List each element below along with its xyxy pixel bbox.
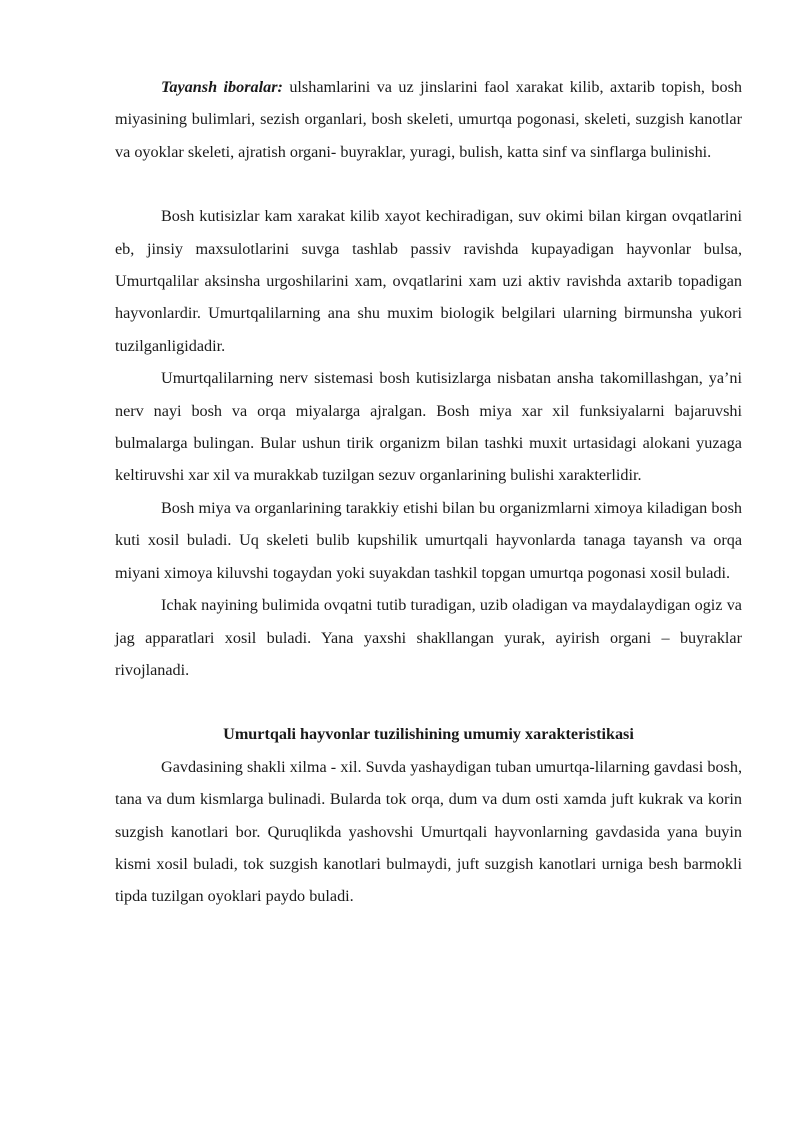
body-paragraph-3: Bosh miya va organlarining tarakkiy etishi bilan bu organizmlarni ximoya kiladigan bosh kuti xosil buladi. Uq skeleti bulib kupshilik umurtqali hayvonlarda tanaga tayansh va orqa miyani ximoya kiluvshi togaydan yoki suyakdan tashkil topgan umurtqa pogonasi xosil buladi. <box>115 498 742 582</box>
keywords-text: ulshamlarini va uz jinslarini faol xarakat kilib, axtarib topish, bosh miyasining bulimlari, sezish organlari, bosh skeleti, umurtqa pogonasi, skeleti, suzgish kanotlar va oyoklar skeleti, ajratish organi- buyraklar, yuragi, bulish, katta sinf va sinflarga bulinishi. <box>115 78 742 161</box>
paragraph-spacer <box>115 168 742 200</box>
body-paragraph-4: Ichak nayining bulimida ovqatni tutib turadigan, uzib oladigan va maydalaydigan ogiz va jag apparatlari xosil buladi. Yana yaxshi shakllangan yurak, ayirish organi – buyraklar rivojlanadi. <box>115 596 742 679</box>
keywords-label: Tayansh iboralar: <box>161 78 283 96</box>
section-heading: Umurtqali hayvonlar tuzilishining umumiy xarakteristikasi <box>223 725 634 744</box>
keywords-paragraph <box>115 71 742 168</box>
section-paragraph-1: Gavdasining shakli xilma - xil. Suvda yashaydigan tuban umurtqa-lilarning gavdasi bosh, tana va dum kismlarga bulinadi. Bularda tok orqa, dum va dum osti xamda juft kukrak va korin suzgish kanotlari bor. Quruqlikda yashovshi Umurtqali hayvonlarning gavdasida yana buyin kismi xosil buladi, tok suzgish kanotlari bulmaydi, juft suzgish kanotlari urniga besh barmokli tipda tuzilgan oyoklari paydo buladi. <box>115 757 742 906</box>
section-spacer <box>115 686 742 718</box>
body-paragraph-1: Bosh kutisizlar kam xarakat kilib xayot kechiradigan, suv okimi bilan kirgan ovqatlarini eb, jinsiy maxsulotlarini suvga tashlab passiv ravishda kupayadigan hayvonlar bulsa, Umurtqalilar aksinsha urgoshilarini xam, ovqatlarini xam uzi aktiv ravishda axtarib topadigan hayvonlardir. Umurtqalilarning ana shu muxim biologik belgilari ularning birmunsha yukori tuzilganligidadir. <box>115 207 742 355</box>
document-page <box>115 71 742 913</box>
body-paragraph-2: Umurtqalilarning nerv sistemasi bosh kutisizlarga nisbatan ansha takomillashgan, ya’ni nerv nayi bosh va orqa miyalarga ajralgan. Bosh miya xar xil funksiyalarni bajaruvshi bulmalarga bulingan. Bular ushun tirik organizm bilan tashki muxit urtasidagi alokani yuzaga keltiruvshi xar xil va murakkab tuzilgan sezuv organlarining bulishi xarakterlidir. <box>115 369 742 485</box>
